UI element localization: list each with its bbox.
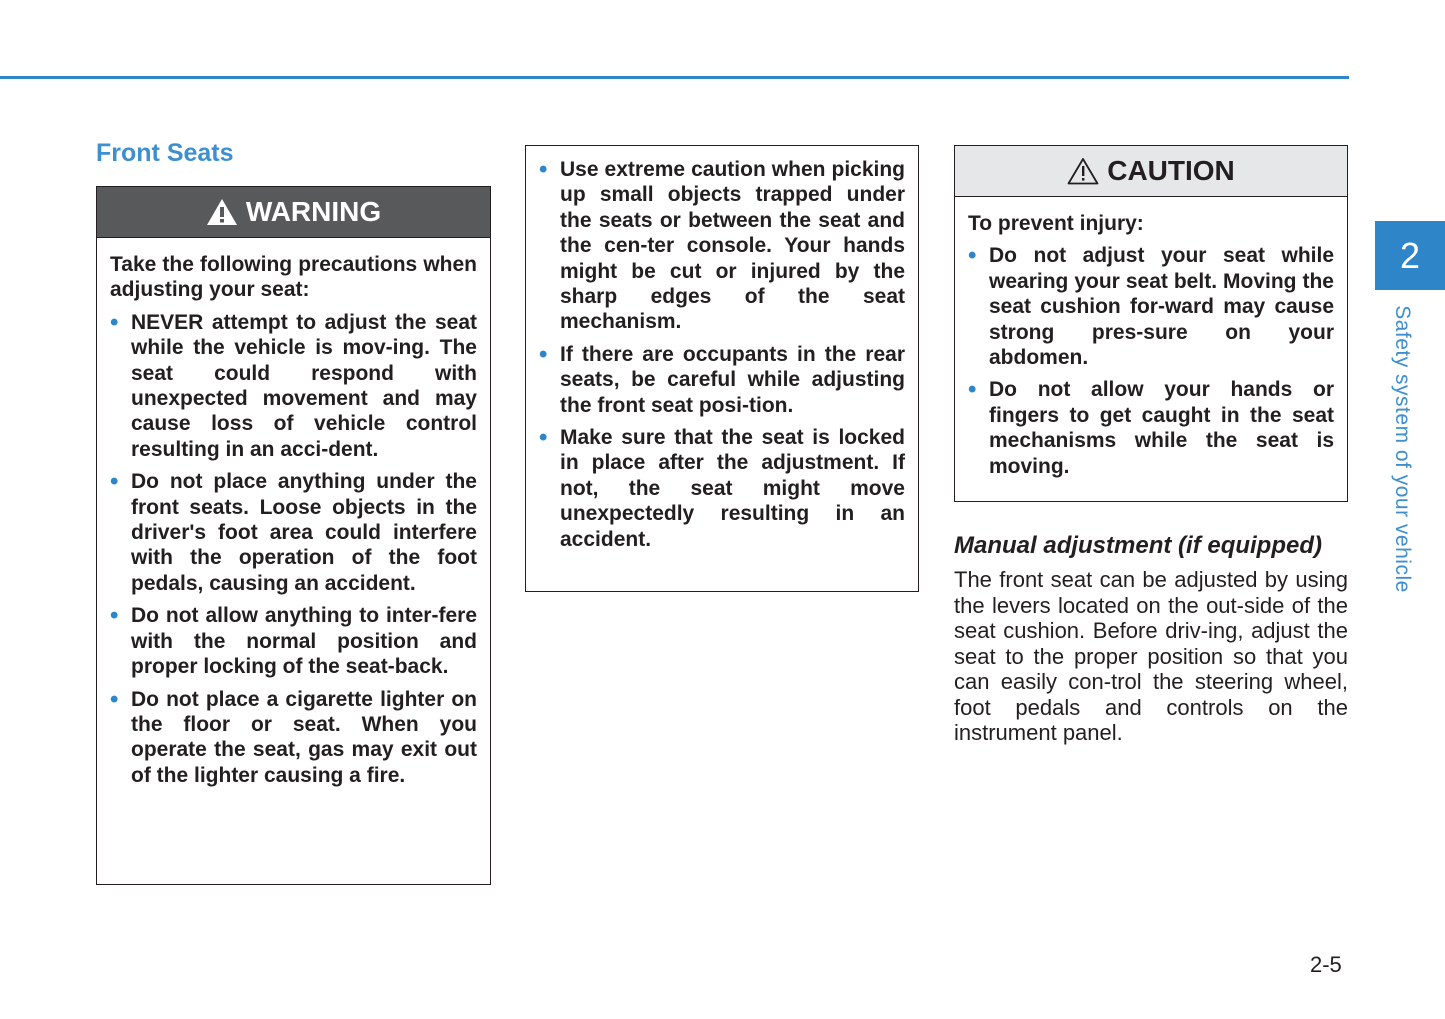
header-rule [0, 76, 1349, 79]
caution-title: CAUTION [1107, 155, 1235, 186]
warning-body [97, 238, 490, 788]
warning-intro: Take the following precautions when adjusting your seat: [110, 253, 477, 302]
section-title: Front Seats [96, 139, 234, 167]
caution-item: • Do not allow your hands or fingers to get caught in the seat mechanisms while the seat is moving. [968, 377, 1334, 479]
page-number: 2-5 [1310, 952, 1342, 977]
caution-header [955, 146, 1347, 197]
warning-box [96, 186, 491, 885]
chapter-title: Safety system of your vehicle [1391, 305, 1414, 593]
warning-item: • Do not place a cigarette lighter on the floor or seat. When you operate the seat, gas may exit out of the lighter causing a fire. [110, 687, 477, 789]
warning-list [110, 310, 477, 788]
caution-intro: To prevent injury: [968, 212, 1144, 235]
warning-header [97, 187, 490, 238]
warning-item: • Do not allow anything to inter-fere with the normal position and proper locking of the seat-back. [110, 603, 477, 679]
warning-continued-box [525, 145, 919, 592]
warning-triangle-icon [206, 198, 238, 226]
caution-triangle-icon [1067, 157, 1099, 185]
warning-continued-item: • If there are occupants in the rear seats, be careful while adjusting the front seat posi-tion. [539, 342, 905, 418]
caution-box [954, 145, 1348, 502]
warning-continued-body [526, 146, 918, 552]
chapter-tab [1375, 221, 1445, 290]
caution-list [968, 243, 1334, 479]
warning-continued-item: • Use extreme caution when picking up small objects trapped under the seats or between the seat and the cen-ter console. Your hands might be cut or injured by the sharp edges of the seat mechanism. [539, 157, 905, 335]
warning-continued-list [539, 157, 905, 552]
caution-body [955, 197, 1347, 479]
manual-adjustment-text: The front seat can be adjusted by using the levers located on the out-side of the seat cushion. Before driv-ing, adjust the seat to the proper position so that you can easily con-trol the steering wheel, foot pedals and controls on the instrument panel. [954, 567, 1348, 745]
manual-adjustment-heading: Manual adjustment (if equipped) [954, 532, 1323, 559]
caution-item: • Do not adjust your seat while wearing your seat belt. Moving the seat cushion for-ward may cause strong pres-sure on your abdomen. [968, 243, 1334, 370]
warning-title: WARNING [245, 196, 382, 227]
chapter-number: 2 [1399, 234, 1421, 276]
warning-item: • Do not place anything under the front seats. Loose objects in the driver's foot area could interfere with the operation of the foot pedals, causing an accident. [110, 469, 477, 596]
warning-item: • NEVER attempt to adjust the seat while the vehicle is mov-ing. The seat could respond with unexpected movement and may cause loss of vehicle control resulting in an acci-dent. [110, 310, 477, 462]
warning-continued-item: • Make sure that the seat is locked in place after the adjustment. If not, the seat might move unexpectedly resulting in an accident. [539, 425, 905, 552]
